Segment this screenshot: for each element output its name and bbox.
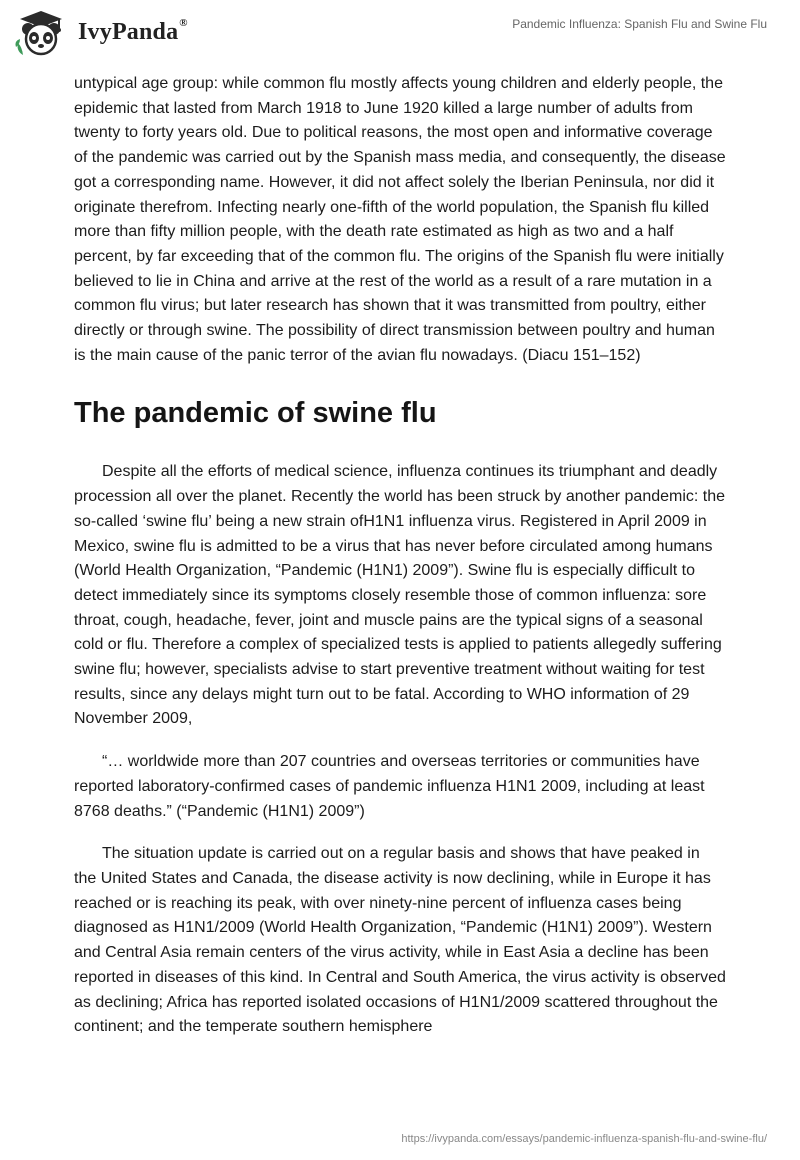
who-quote: “… worldwide more than 207 countries and overseas territories or communities have reported laboratory-confirmed cases of pandemic influenza H1N1 2009, including at least 8768 deaths.” (“Pandemic (H1N1) 2009”) bbox=[74, 753, 705, 820]
paragraph-spanish-flu: untypical age group: while common flu mostly affects young children and elderly people, the epidemic that lasted from March 1918 to June 1920 killed a large number of adults from twenty to forty years old. Due to political reasons, the most open and informative coverage of the pandemic was carried out by the Spanish mass media, and consequently, the disease got a corresponding name. However, it did not affect solely the Iberian Peninsula, nor did it originate therefrom. Infecting nearly one-fifth of the world population, the Spanish flu killed more than fifty million people, with the death rate estimated as high as two and a half percent, by far exceeding that of the common flu. The origins of the Spanish flu were initially believed to lie in China and arrive at the rest of the world as a result of a rare mutation in a common flu virus; but later research has shown that it was transmitted from poultry, either directly or through swine. The possibility of direct transmission between poultry and human is the main cause of the panic terror of the avian flu nowadays. (Diacu 151–152) bbox=[74, 75, 726, 364]
ivypanda-logo-icon[interactable] bbox=[14, 9, 68, 59]
registered-mark: ® bbox=[179, 17, 188, 29]
paragraph-situation-update: The situation update is carried out on a regular basis and shows that have peaked in the United States and Canada, the disease activity is now declining, while in Europe it has reached or is reaching its peak, with over ninety-nine percent of influenza cases being diagnosed as H1N1/2009 (World Health Organization, “Pandemic (H1N1) 2009”). Western and Central Asia remain centers of the virus activity, while in East Asia a decline has been reported in diseases of this kind. In Central and South America, the virus activity is observed as declining; Africa has reported isolated occasions of H1N1/2009 scattered throughout the continent; and the temperate southern hemisphere bbox=[74, 845, 726, 1036]
section-heading-swine-flu: The pandemic of swine flu bbox=[74, 397, 437, 430]
page-header bbox=[0, 0, 800, 64]
source-url[interactable]: https://ivypanda.com/essays/pandemic-influenza-spanish-flu-and-swine-flu/ bbox=[401, 1133, 767, 1145]
document-title: Pandemic Influenza: Spanish Flu and Swine Flu bbox=[512, 17, 767, 31]
paragraph-swine-flu: Despite all the efforts of medical science, influenza continues its triumphant and deadly procession all over the planet. Recently the world has been struck by another pandemic: the so-called ‘swine flu’ being a new strain ofH1N1 influenza virus. Registered in April 2009 in Mexico, swine flu is admitted to be a virus that has never before circulated among humans (World Health Organization, “Pandemic (H1N1) 2009”). Swine flu is especially difficult to detect immediately since its symptoms closely resemble those of common influenza: sore throat, cough, headache, fever, joint and muscle pains are the typical signs of a seasonal cold or flu. Therefore a complex of specialized tests is applied to patients allegedly suffering swine flu; however, specialists advise to start preventive treatment without waiting for test results, since any delays might turn out to be fatal. According to WHO information of 29 November 2009, bbox=[74, 463, 726, 728]
essay-content bbox=[74, 72, 726, 1058]
brand-name[interactable]: IvyPanda® bbox=[78, 17, 188, 45]
